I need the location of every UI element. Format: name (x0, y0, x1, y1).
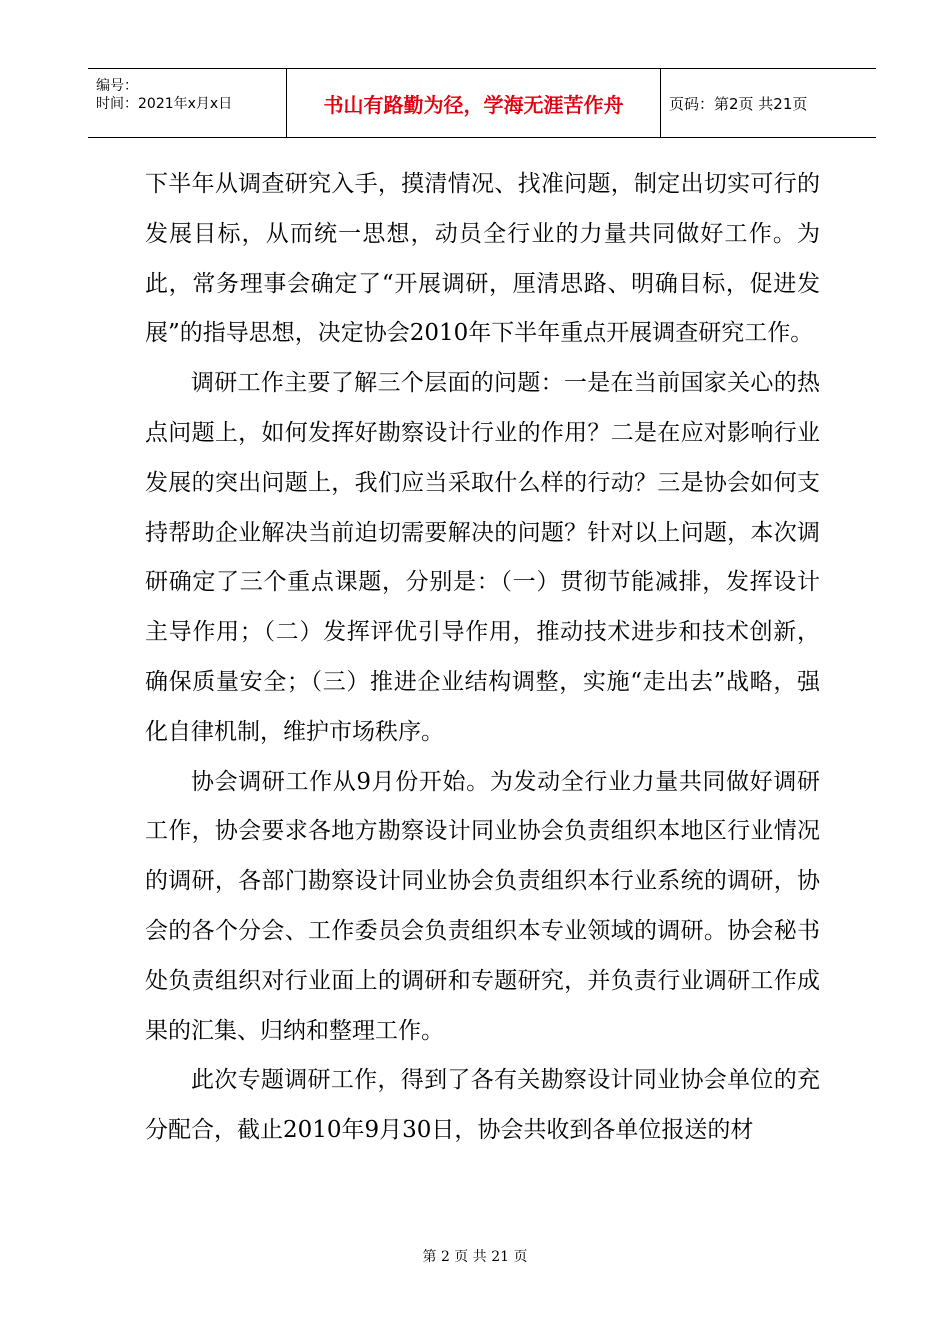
page-footer: 第 2 页 共 21 页 (422, 1249, 528, 1265)
paragraph-3: 协会调研工作从9月份开始。为发动全行业力量共同做好调研工作，协会要求各地方勘察设计同业协会负责组织本地区行业情况的调研，各部门勘察设计同业协会负责组织本行业系统的调研，协会的各个分会、工作委员会负责组织本专业领域的调研。协会秘书处负责组织对行业面上的调研和专题研究，并负责行业调研工作成果的汇集、归纳和整理工作。 (145, 768, 820, 1044)
page-header (88, 68, 876, 138)
time-label: 时间：2021年x月x日 (96, 96, 233, 112)
paragraph-2: 调研工作主要了解三个层面的问题：一是在当前国家关心的热点问题上，如何发挥好勘察设计行业的作用？二是在应对影响行业发展的突出问题上，我们应当采取什么样的行动？三是协会如何支持帮助企业解决当前迫切需要解决的问题？针对以上问题，本次调研确定了三个重点课题，分别是：（一）贯彻节能减排，发挥设计主导作用；（二）发挥评优引导作用，推动技术进步和技术创新，确保质量安全；（三）推进企业结构调整，实施“走出去”战略，强化自律机制，维护市场秩序。 (145, 370, 820, 745)
number-label: 编号： (96, 78, 138, 94)
document-body (145, 160, 820, 1156)
header-meta-cell (88, 69, 287, 137)
paragraph-1: 下半年从调查研究入手，摸清情况、找准问题，制定出切实可行的发展目标，从而统一思想，动员全行业的力量共同做好工作。为此，常务理事会确定了“开展调研，厘清思路、明确目标，促进发展”的指导思想，决定协会2010年下半年重点开展调查研究工作。 (145, 171, 820, 347)
paragraph-4: 此次专题调研工作，得到了各有关勘察设计同业协会单位的充分配合，截止2010年9月30日，协会共收到各单位报送的材 (145, 1067, 820, 1144)
header-page-info: 页码：第2页 共21页 (669, 94, 808, 113)
header-motto: 书山有路勤为径，学海无涯苦作舟 (287, 69, 661, 137)
